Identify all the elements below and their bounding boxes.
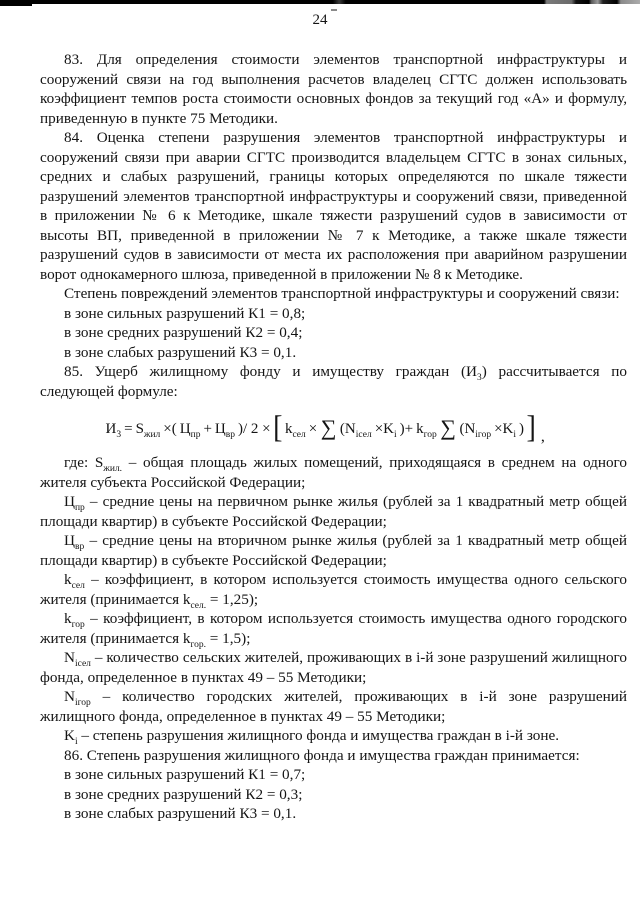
definition-text: коэффициент, в котором используется стоимость имущества одного сельского жителя (принимается k — [40, 571, 627, 608]
definition-item-cpr — [40, 492, 627, 531]
formula-n-rural — [340, 414, 372, 444]
definition-separator: – — [84, 532, 103, 549]
equals-sign: = — [124, 421, 133, 437]
paragraph-83: 83. Для определения стоимости элементов транспортной инфраструктуры и сооружений связи на год выполнения расчетов владелец СГТС должен использовать коэффициент темпов роста стоимости основных фондов за текущий год «А» и формулу, приведенную в пункте 75 Методики. — [40, 51, 627, 127]
formula-symbol: И — [105, 421, 117, 437]
formula-subscript: iгор — [475, 430, 492, 440]
definition-separator: – — [90, 649, 107, 666]
formula-subscript: iсел — [355, 430, 372, 440]
formula-subscript: i — [393, 430, 397, 440]
definition-term: N — [64, 688, 75, 705]
formula-subscript: 3 — [116, 430, 122, 440]
open-bracket: [ — [273, 410, 283, 445]
sigma-sum-icon: ∑ — [320, 415, 337, 440]
paragraph-85-subscript: 3 — [477, 373, 482, 384]
definition-item-nisel — [40, 648, 627, 687]
paragraph-85 — [40, 362, 627, 401]
formula-symbol: (N — [459, 421, 476, 437]
definition-term-sub: жил. — [103, 464, 123, 475]
definition-term-sub: i — [74, 737, 78, 748]
definition-item-szhil — [40, 453, 627, 492]
definition-intro: где: — [64, 454, 95, 471]
scan-edge-artifact — [0, 0, 640, 4]
definition-item-nigor — [40, 687, 627, 726]
definition-separator: – — [122, 454, 144, 471]
close-bracket: ] — [526, 410, 536, 445]
definition-term: Ц — [64, 493, 75, 510]
definition-item-kgor — [40, 609, 627, 648]
definition-item-cvr — [40, 531, 627, 570]
zone-line-medium-housing: в зоне средних разрушений К2 = 0,3; — [64, 785, 303, 803]
definition-inline-sub: сел. — [190, 600, 207, 611]
formula-subscript: гор — [423, 430, 437, 440]
multiply-open-paren: ×( — [163, 421, 177, 437]
formula-symbol: ×K — [374, 421, 394, 437]
close-paren-plus: )+ — [399, 421, 414, 437]
definition-term: N — [64, 649, 75, 666]
formula-k-rural — [285, 414, 306, 444]
formula-subscript: сел — [292, 430, 306, 440]
formula-lhs — [106, 414, 122, 444]
formula-symbol: k — [416, 421, 424, 437]
definition-text: общая площадь жилых помещений, приходящаяся в среднем на одного жителя субъекта Российской Федерации; — [40, 454, 627, 491]
definition-text: количество городских жителей, проживающих в i-й зоне разрушений жилищного фонда, определенное в пунктах 49 – 55 Методики; — [40, 688, 627, 725]
definition-text: средние цены на первичном рынке жилья (рублей за 1 квадратный метр общей площади квартир) в субъекте Российской Федерации; — [40, 493, 627, 530]
formula-symbol: Ц — [179, 421, 191, 437]
plus-sign: + — [203, 421, 212, 437]
damage-degree-intro: Степень повреждений элементов транспортной инфраструктуры и сооружений связи: — [64, 285, 620, 302]
definition-separator: – — [90, 688, 123, 705]
definition-text: средние цены на вторичном рынке жилья (рублей за 1 квадратный метр общей площади квартир) в субъекте Российской Федерации; — [40, 532, 628, 569]
scan-speck-artifact — [331, 9, 337, 11]
formula-subscript: i — [513, 430, 517, 440]
damage-formula — [40, 410, 627, 446]
definition-term: k — [64, 610, 72, 627]
formula-k-i — [494, 414, 516, 444]
definition-inline-sub: гор. — [190, 639, 206, 650]
definition-item-ki — [40, 726, 627, 746]
definition-term: K — [64, 727, 75, 744]
definition-separator: – — [84, 571, 105, 588]
definition-separator: – — [77, 727, 93, 744]
formula-symbol: (N — [339, 421, 356, 437]
formula-symbol: S — [135, 421, 144, 437]
formula-s-term — [136, 414, 161, 444]
zone-line-weak-transport: в зоне слабых разрушений К3 = 0,1. — [64, 343, 297, 361]
formula-k-urban — [416, 414, 437, 444]
definition-text: количество сельских жителей, проживающих в i-й зоне разрушений жилищного фонда, определенное в пунктах 49 – 55 Методики; — [40, 649, 627, 686]
definition-term: Ц — [64, 532, 75, 549]
close-paren-divide: )/ 2 × — [238, 421, 271, 437]
definition-term: S — [94, 454, 104, 471]
definition-separator: – — [84, 493, 103, 510]
definition-term-sub: iгор — [74, 698, 91, 709]
definition-term-sub: сел — [71, 581, 85, 592]
definition-text: степень разрушения жилищного фонда и имущества граждан в i-й зоне. — [92, 727, 559, 744]
definition-term-sub: гор — [71, 620, 85, 631]
definition-term: k — [64, 571, 72, 588]
definition-term-sub: вр — [74, 542, 85, 553]
zone-line-medium-transport: в зоне средних разрушений К2 = 0,4; — [64, 324, 303, 341]
definition-term-sub: пр — [74, 503, 85, 514]
zone-line-strong-housing: в зоне сильных разрушений К1 = 0,7; — [64, 766, 306, 783]
zone-line-strong-transport: в зоне сильных разрушений К1 = 0,8; — [64, 304, 306, 322]
definition-text-tail: = 1,5); — [206, 629, 251, 647]
multiply-sign: × — [308, 421, 318, 437]
formula-price-secondary — [215, 414, 235, 444]
formula-subscript: жил — [143, 430, 161, 440]
definition-separator: – — [84, 610, 104, 627]
formula-symbol: ×K — [494, 421, 514, 437]
definition-text-tail: = 1,25); — [206, 590, 259, 608]
document-body — [0, 30, 640, 824]
definition-text: коэффициент, в котором используется стоимость имущества одного городского жителя (принимается k — [40, 610, 627, 647]
page-number: 24 — [312, 12, 328, 28]
formula-subscript: пр — [190, 430, 201, 440]
definition-item-ksel — [40, 570, 627, 609]
paragraph-85-text-tail: ) рассчитывается по следующей формуле: — [40, 363, 627, 400]
formula-symbol: Ц — [214, 421, 226, 437]
paragraph-86: 86. Степень разрушения жилищного фонда и имущества граждан принимается: — [64, 746, 580, 764]
scan-corner-artifact — [0, 0, 32, 6]
formula-price-primary — [180, 414, 201, 444]
paragraph-84: 84. Оценка степени разрушения элементов транспортной инфраструктуры и сооружений связи при аварии СГТС производится владельцем СГТС в зонах сильных, средних и слабых разрушений, границы которых определяются по шкале тяжести разрушений элементов транспортной инфраструктуры и сооружений связи, приведенной в приложении № 6 к Методике, шкале тяжести разрушений судов в зависимости от высоты ВП, приведенной в приложении № 7 к Методике, а также шкале тяжести разрушений судов в зависимости от места их расположения при аварийном разрушении ворот однокамерного шлюза, приведенной в приложении № 8 к Методике. — [40, 129, 627, 283]
zone-line-weak-housing: в зоне слабых разрушений К3 = 0,1. — [64, 805, 297, 822]
close-paren: ) — [519, 421, 525, 437]
formula-subscript: вр — [225, 430, 236, 440]
sigma-sum-icon: ∑ — [440, 415, 456, 440]
formula-symbol: k — [284, 421, 293, 437]
formula-k-i — [375, 414, 397, 444]
formula-n-urban — [459, 414, 491, 444]
formula-comma: , — [540, 428, 545, 445]
definition-term-sub: iсел — [74, 659, 91, 670]
paragraph-85-text: 85. Ущерб жилищному фонду и имуществу граждан (И — [64, 363, 477, 380]
